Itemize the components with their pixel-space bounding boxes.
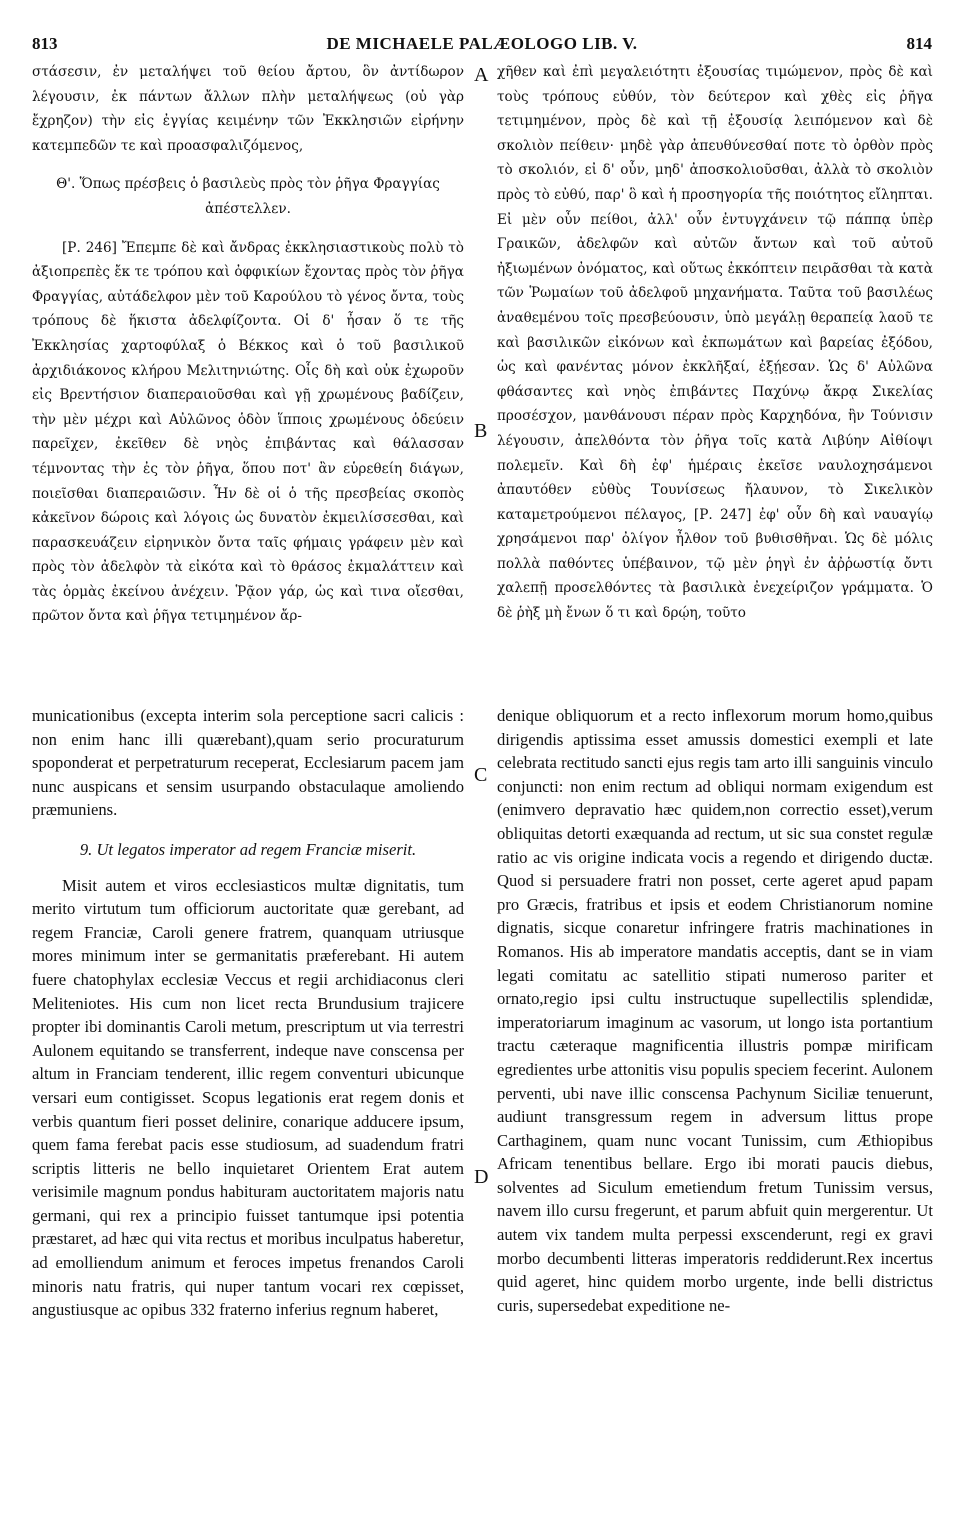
margin-marker-d: D [474,1166,489,1188]
greek-paragraph: στάσεσιν, ἐν μεταλήψει τοῦ θείου ἄρτου, ὃν ἀντίδωρον λέγουσιν, ἐκ πάντων ἄλλων πλὴν μεταλήψεως (οὐ γὰρ ἔχρηζον) τὴν εἰς ἐγγίας κειμένην τῶν Ἐκκλησιῶν εἰρήνην κατεμπεδῶν τε καὶ προασφαλιζόμενος, [32,64,464,154]
greek-section-heading: Θ'. Ὅπως πρέσβεις ὁ βασιλεὺς πρὸς τὸν ῥῆγα Φραγγίας ἀπέστελλεν. [56,176,440,217]
latin-paragraph: municationibus (excepta interim sola perceptione sacri calicis : non enim hanc illi quærebant),quam serio procuraturum spoponderat et perpetraturum receperat, Ecclesiarum pacem jam nunc auspicans et sensim usurpando obstaculaque amoliendo præmuniens. [32,706,464,820]
page-number-left: 813 [32,34,58,53]
greek-paragraph: χῆθεν καὶ ἐπὶ μεγαλειότητι ἐξουσίας τιμώμενον, πρὸς δὲ καὶ τοὺς τρόπους εὐθύν, τὸν δεύτερον καὶ χθὲς εἰς ῥῆγα τετιμημένον, πρὸς δὲ καὶ τῇ ἐξουσίᾳ λειπόμενον καὶ δὲ σκολιὸν πείθειν· μηδὲ γὰρ ἀπευθύνεσθαί ποτε τὸ ὀρθὸν πρὸς τὸ σκολιόν, εἰ δ' οὖν, μηδ' ἀποσκολιοῦσθαι, ἀλλὰ τὸ σκολιὸν πρὸς τὸ εὐθύ, παρ' ὃ καὶ ἡ προσηγορία τῆς ποιότητος εἴληπται. Εἰ μὲν οὖν πείθοι, ἀλλ' οὖν ἐντυγχάνειν τῷ πάππᾳ ὑπὲρ Γραικῶν, ἀδελφῶν καὶ αὐτῶν ἄντων καὶ τοῦ αὐτοῦ ἠξιωμένων ὀνόματος, καὶ οὕτως ἐκκόπτειν πειρᾶσθαι τὰ κατὰ τῶν Ῥωμαίων τοῦ ἀδελφοῦ μηχανήματα. Ταῦτα τοῦ βασιλέως ἀναθεμένου τοῖς πρεσβεύουσιν, ὑπὸ μεγάλῃ θεραπείᾳ λαοῦ τε καὶ βασιλικῶν εἰκόνων καὶ ἐκπωμάτων καὶ βαρείας ἐξόδου, ὡς καὶ φανέντας μόνον ἐκκλῆξαί, ἐξῄεσαν. Ὡς δ' Αὐλῶνα φθάσαντες καὶ νηὸς ἐπιβάντες Παχύνῳ ἄκρᾳ Σικελίας προσέσχον, μανθάνουσι πέραν πρὸς Καρχηδόνα, ἣν Τούνισιν λέγουσιν, ἀπελθόντα τὸν ῥῆγα τοῖς κατὰ Λιβύην Αἰθίοψι πολεμεῖν. Καὶ δὴ ἐφ' ἡμέραις ἐκεῖσε ναυλοχησάμενοι ἀπαυτόθεν εὐθὺς Τουνίσεως ἤλαυνον, τὸ Σικελικὸν καταμετρούμενοι πέλαγος, [Ρ. 247] ἐφ' οὗν δὴ καὶ ναυαγίῳ χρησάμενοι παρ' ὀλίγον ἦλθον τοῦ βυθισθῆναι. Ὡς δὲ μόλις πολλὰ παθόντες ὑπέβαινον, τῷ μὲν ῥηγὶ ἐν ἀῤῥωστίᾳ ὄντι χαλεπῇ προσελθόντες τὰ βασιλικὰ ἐνεχείριζον γράμματα. Ὁ δὲ ῥὴξ μὴ ἔνων ὅ τι καὶ δρῴη, τοῦτο [497,64,933,622]
page-number-right: 814 [906,34,932,53]
latin-paragraph: Misit autem et viros ecclesiasticos multæ dignitatis, tum merito virtutum tum officiorum auctoritate quæ gerebant, ad regem Franciæ, Caroli genere fratrem, quanquam utriusque mores minimum inter se germanitatis præferebant. Hi autem fuere chatophylax ecclesiæ Veccus et regii archidiaconus cleri Meliteniotes. His cum non licet recta Brundusium trajicere propter ibi dominantis Caroli metum, prescriptum ut via terrestri Aulonem equitando se transferrent, indeque nave conscensa per altum in Franciam tenderent, illic regem conventuri ubicunque versari eum contigisset. Scopus legationis erat regem donis et verbis quantum fieri posset delinire, conarique adducere ipsum, quem fama ferebat pacis esse studiosum, ad suadendum fratri scriptis litteris ne bello inquietaret Orientem Erat autem verisimile magnum pondus habituram auctoritatem majoris natu germani, qui rex a principio fuisset tantumque ipsi potentia præstaret, ad hæc qui vita rectus et moribus inculpatus haberetur, ad emolliendum animum et feroces impetus frenandos Caroli minoris natu fratris, qui nuper tantum vocari rex cœpisset, angustiusque ac opibus 332 fraterno inferius regnum haberet, [32,875,464,1320]
running-title: DE MICHAELE PALÆOLOGO LIB. V. [326,34,638,53]
margin-marker-c: C [474,764,488,786]
greek-column-left [32,60,464,629]
margin-marker-a: A [474,64,489,86]
greek-column-right [497,60,933,626]
greek-paragraph: [Ρ. 246] Ἔπεμπε δὲ καὶ ἄνδρας ἐκκλησιαστικοὺς πολὺ τὸ ἀξιοπρεπὲς ἔκ τε τρόπου καὶ ὀφφικίων ἔχοντας πρὸς τὸν ῥῆγα Φραγγίας, αὐτάδελφον μὲν τοῦ Καρούλου τὸ γένος ὄντα, τοὺς τρόπους δὲ ἥκιστα ἀδελφίζοντα. Οἱ δ' ἦσαν ὅ τε τῆς Ἐκκλησίας χαρτοφύλαξ ὁ Βέκκος καὶ ὁ τοῦ βασιλικοῦ ἀρχιδιάκονος κλήρου Μελιτηνιώτης. Οἷς δὴ καὶ οὐκ ἐχωροῦν εἰς Βρεντήσιον διαπεραιοῦσθαι καὶ γῇ χρωμένους βαδίζειν, τὴν μὲν μέχρι καὶ Αὐλῶνος ὁδὸν ἵπποις χρωμένους ὁδεύειν παρεῖχεν, ἐκεῖθεν δὲ νηὸς ἐπιβάντας καὶ θάλασσαν τέμνοντας τὴν ἐς τὸν ῥῆγα, ὅπου ποτ' ἂν εὑρεθείη διάγων, ποιεῖσθαι διαπεραιῶσιν. Ἦν δὲ οἱ ὁ τῆς πρεσβείας σκοπὸς κἀκεῖνον δώροις καὶ λόγοις ὡς δυνατὸν ἐκμειλίσσεσθαι, καὶ παρασκευάζειν εἰρηνικὸν ὄντα ταῖς φήμαις γράφειν μὲν καὶ πρὸς τὸν ἀδελφὸν τὰ εἰκότα καὶ τὸ θράσος ἐκμαλάττειν καὶ τὰς ὁρμὰς ἐκείνου ἀνέχειν. Ῥᾷον γάρ, ὡς καὶ τινα οἴεσθαι, πρῶτον ὄντα καὶ ῥῆγα τετιμημένον ἄρ- [32,239,464,625]
margin-marker-b: B [474,420,488,442]
latin-section-heading: 9. Ut legatos imperator ad regem Franciæ miserit. [79,839,417,859]
latin-paragraph: denique obliquorum et a recto inflexorum morum homo,quibus dirigendis aptissima esset amussis domestici exempli et late celebrata rectitudo sancti ejus regis tam arto illi sanguinis vinculo conjuncti: non enim rectum ad obliqui normam exigendum est (enimvero depravatio hæc quidem,non correctio esset),verum obliquitas detorti exæquanda ad rectum, ut sic sua constet regulæ ratio ac vis origine indicata vocis a regendo et dirigendo ductæ. Quod si persuadere fratri non posset, certe ageret apud papam pro Græcis, fratribus et ipsis et eodem Christianorum nomine dignatis, sicque conaretur infringere fratris machinationes in Romanos. His ab imperatore mandatis acceptis, dant se in viam legati comitatu ac satellitio stipati numeroso pariter et ornato,regio ipsi cultu instructuque supellectilis splendidæ, imperatoriarum imaginum ac vasorum, ut longo ista portantium tractu cæteraque magnificentia illustris pompæ mirificam egredientes urbe attonitis visu populis speciem fecerint. Aulonem perventi, ubi nave illic conscensa Pachynum Siciliæ tenuerunt, audiunt transgressum regem in adversum littus prope Carthaginem, quam nunc vocant Tunissim, cum Æthiopibus Africam tenentibus bellare. Ergo ibi morati paucis diebus, solventes ad Siculum emetiendum fretum Tunissim versus, navem illo cursu fregerunt, et parum abfuit quin mergerentur. Ut autem vix tandem multa perpessi exscenderunt, regi ex gravi morbo decumbenti litteras imperatoris reddiderunt.Rex incertus quid ageret, hinc quidem morbo urgente, inde belli districtus curis, supersedebat expeditione ne- [497,706,933,1315]
page-header [32,34,932,58]
latin-column-right [497,704,933,1317]
latin-column-left [32,704,464,1322]
